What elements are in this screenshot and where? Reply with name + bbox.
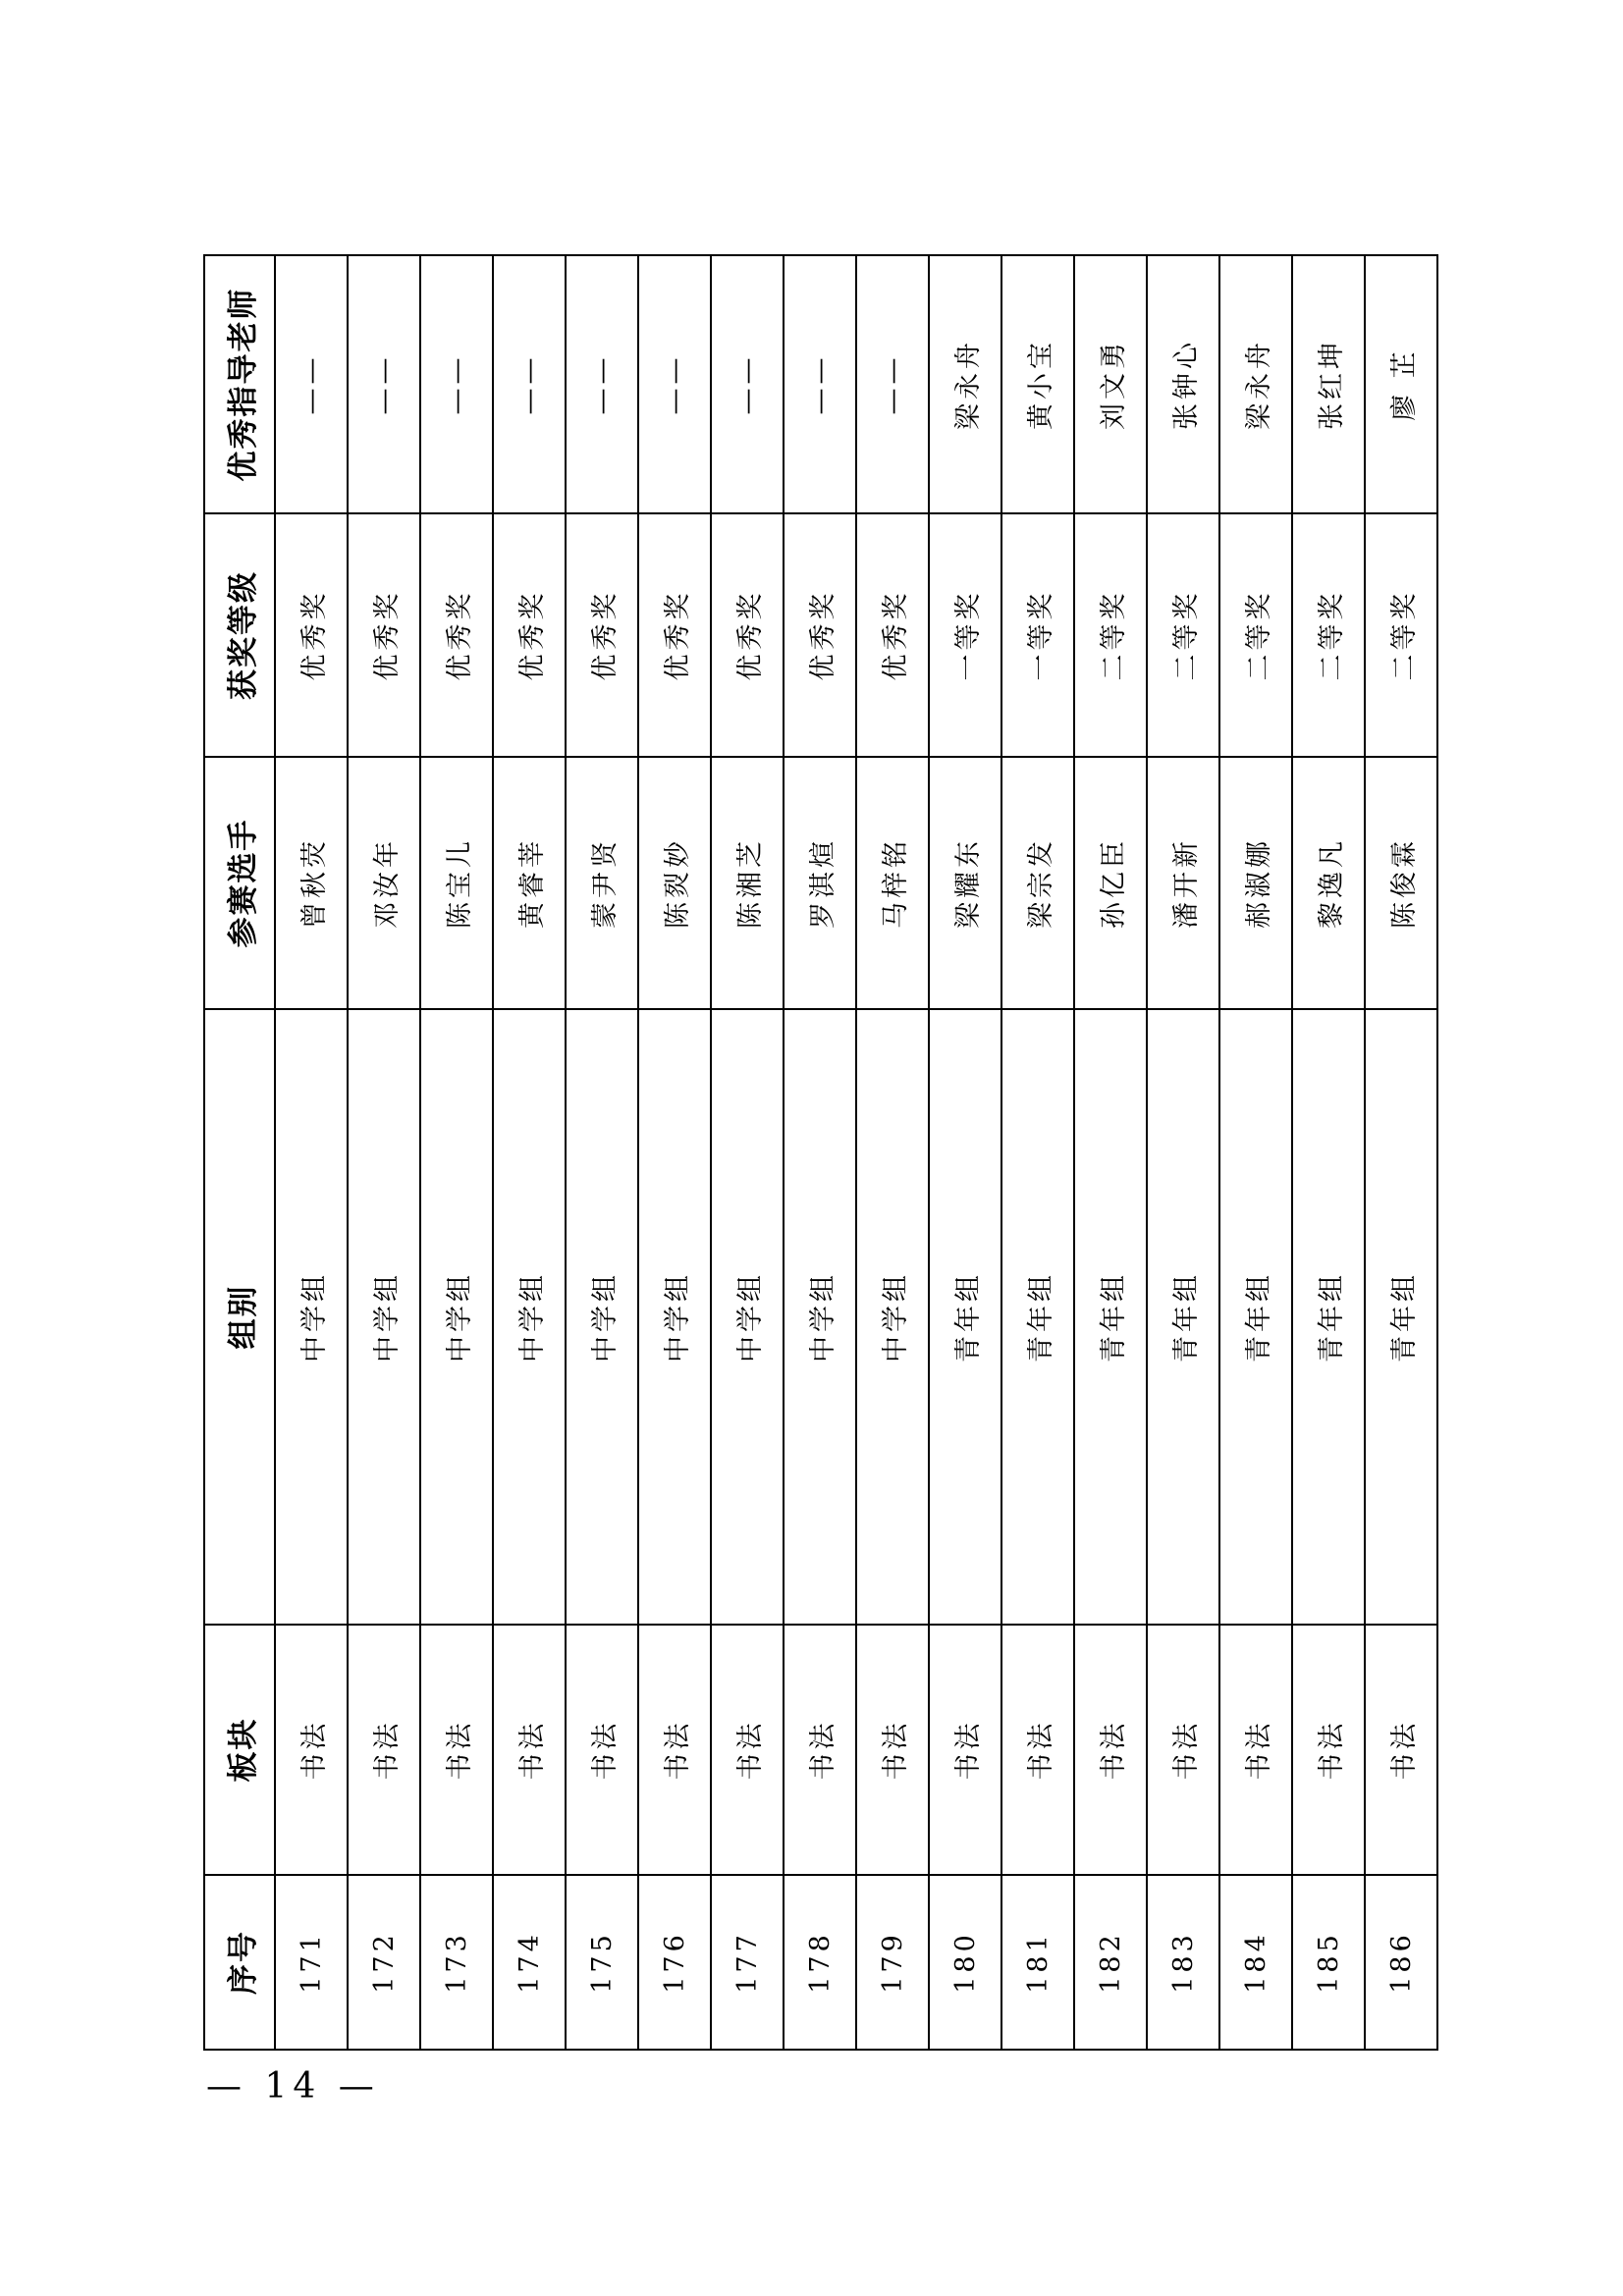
table-row bbox=[856, 255, 929, 2050]
cell-player: 马梓铭 bbox=[856, 757, 929, 1009]
cell-award: 二等奖 bbox=[1147, 513, 1219, 757]
cell-teacher: 刘文勇 bbox=[1074, 255, 1147, 513]
cell-teacher: —— bbox=[348, 255, 420, 513]
cell-no: 182 bbox=[1074, 1875, 1147, 2050]
cell-no: 179 bbox=[856, 1875, 929, 2050]
cell-no: 173 bbox=[420, 1875, 493, 2050]
cell-section: 书法 bbox=[929, 1625, 1001, 1875]
cell-group: 中学组 bbox=[784, 1009, 856, 1625]
cell-player: 陈俊霖 bbox=[1365, 757, 1437, 1009]
cell-teacher: 张钟心 bbox=[1147, 255, 1219, 513]
cell-award: 优秀奖 bbox=[420, 513, 493, 757]
cell-section: 书法 bbox=[566, 1625, 638, 1875]
cell-section: 书法 bbox=[1001, 1625, 1074, 1875]
cell-group: 青年组 bbox=[1292, 1009, 1365, 1625]
table-row bbox=[1292, 255, 1365, 2050]
cell-section: 书法 bbox=[784, 1625, 856, 1875]
table-row bbox=[1365, 255, 1437, 2050]
cell-player: 梁耀东 bbox=[929, 757, 1001, 1009]
cell-no: 181 bbox=[1001, 1875, 1074, 2050]
cell-group: 中学组 bbox=[348, 1009, 420, 1625]
header-section: 板块 bbox=[204, 1625, 275, 1875]
cell-no: 184 bbox=[1219, 1875, 1292, 2050]
cell-section: 书法 bbox=[1074, 1625, 1147, 1875]
cell-teacher: —— bbox=[784, 255, 856, 513]
cell-award: 优秀奖 bbox=[638, 513, 711, 757]
table-row bbox=[784, 255, 856, 2050]
cell-no: 175 bbox=[566, 1875, 638, 2050]
cell-teacher: —— bbox=[493, 255, 566, 513]
cell-group: 青年组 bbox=[1074, 1009, 1147, 1625]
cell-award: 优秀奖 bbox=[348, 513, 420, 757]
cell-teacher: 梁永舟 bbox=[929, 255, 1001, 513]
cell-group: 青年组 bbox=[1365, 1009, 1437, 1625]
cell-section: 书法 bbox=[856, 1625, 929, 1875]
cell-group: 中学组 bbox=[566, 1009, 638, 1625]
cell-group: 中学组 bbox=[856, 1009, 929, 1625]
table-row bbox=[275, 255, 348, 2050]
cell-player: 黎逸凡 bbox=[1292, 757, 1365, 1009]
cell-section: 书法 bbox=[348, 1625, 420, 1875]
cell-player: 陈湘芝 bbox=[711, 757, 784, 1009]
cell-no: 178 bbox=[784, 1875, 856, 2050]
header-award: 获奖等级 bbox=[204, 513, 275, 757]
table-row bbox=[420, 255, 493, 2050]
cell-award: 一等奖 bbox=[1001, 513, 1074, 757]
cell-no: 185 bbox=[1292, 1875, 1365, 2050]
table-header-row bbox=[204, 255, 275, 2050]
cell-teacher: —— bbox=[275, 255, 348, 513]
cell-section: 书法 bbox=[275, 1625, 348, 1875]
cell-award: 优秀奖 bbox=[784, 513, 856, 757]
cell-player: 蒙尹贤 bbox=[566, 757, 638, 1009]
cell-group: 青年组 bbox=[1219, 1009, 1292, 1625]
rotated-table-container bbox=[203, 256, 1431, 2051]
cell-teacher: —— bbox=[856, 255, 929, 513]
cell-section: 书法 bbox=[1292, 1625, 1365, 1875]
table-row bbox=[929, 255, 1001, 2050]
cell-section: 书法 bbox=[1147, 1625, 1219, 1875]
cell-teacher: —— bbox=[566, 255, 638, 513]
cell-teacher: 张红坤 bbox=[1292, 255, 1365, 513]
header-no: 序号 bbox=[204, 1875, 275, 2050]
cell-award: 二等奖 bbox=[1292, 513, 1365, 757]
cell-no: 180 bbox=[929, 1875, 1001, 2050]
cell-no: 183 bbox=[1147, 1875, 1219, 2050]
cell-section: 书法 bbox=[420, 1625, 493, 1875]
table-body bbox=[275, 255, 1437, 2050]
cell-teacher: —— bbox=[420, 255, 493, 513]
cell-group: 中学组 bbox=[493, 1009, 566, 1625]
cell-no: 174 bbox=[493, 1875, 566, 2050]
cell-section: 书法 bbox=[711, 1625, 784, 1875]
cell-teacher: —— bbox=[638, 255, 711, 513]
table-row bbox=[493, 255, 566, 2050]
table-row bbox=[638, 255, 711, 2050]
cell-section: 书法 bbox=[493, 1625, 566, 1875]
cell-player: 邓汝年 bbox=[348, 757, 420, 1009]
cell-award: 二等奖 bbox=[1365, 513, 1437, 757]
cell-no: 176 bbox=[638, 1875, 711, 2050]
cell-group: 青年组 bbox=[1001, 1009, 1074, 1625]
cell-no: 177 bbox=[711, 1875, 784, 2050]
cell-player: 陈烮妙 bbox=[638, 757, 711, 1009]
cell-award: 二等奖 bbox=[1219, 513, 1292, 757]
cell-no: 172 bbox=[348, 1875, 420, 2050]
cell-no: 171 bbox=[275, 1875, 348, 2050]
awards-table-frame bbox=[203, 256, 1431, 2051]
cell-award: 优秀奖 bbox=[275, 513, 348, 757]
table-row bbox=[566, 255, 638, 2050]
cell-group: 中学组 bbox=[275, 1009, 348, 1625]
cell-no: 186 bbox=[1365, 1875, 1437, 2050]
cell-award: 二等奖 bbox=[1074, 513, 1147, 757]
table-row bbox=[1074, 255, 1147, 2050]
cell-section: 书法 bbox=[638, 1625, 711, 1875]
cell-award: 优秀奖 bbox=[711, 513, 784, 757]
cell-player: 罗淇煊 bbox=[784, 757, 856, 1009]
table-row bbox=[1219, 255, 1292, 2050]
table-row bbox=[1147, 255, 1219, 2050]
page-number: — 14 — bbox=[206, 2066, 380, 2107]
cell-section: 书法 bbox=[1219, 1625, 1292, 1875]
awards-table bbox=[203, 254, 1438, 2051]
cell-player: 黄睿莘 bbox=[493, 757, 566, 1009]
cell-group: 中学组 bbox=[638, 1009, 711, 1625]
cell-section: 书法 bbox=[1365, 1625, 1437, 1875]
cell-award: 优秀奖 bbox=[856, 513, 929, 757]
header-player: 参赛选手 bbox=[204, 757, 275, 1009]
header-teacher: 优秀指导老师 bbox=[204, 255, 275, 513]
header-group: 组别 bbox=[204, 1009, 275, 1625]
cell-group: 青年组 bbox=[929, 1009, 1001, 1625]
table-row bbox=[711, 255, 784, 2050]
cell-player: 郝淑娜 bbox=[1219, 757, 1292, 1009]
cell-player: 陈宝儿 bbox=[420, 757, 493, 1009]
cell-player: 孙亿臣 bbox=[1074, 757, 1147, 1009]
table-row bbox=[1001, 255, 1074, 2050]
cell-award: 一等奖 bbox=[929, 513, 1001, 757]
cell-group: 青年组 bbox=[1147, 1009, 1219, 1625]
cell-teacher: 黄小宝 bbox=[1001, 255, 1074, 513]
cell-award: 优秀奖 bbox=[493, 513, 566, 757]
cell-teacher: 廖 芷 bbox=[1365, 255, 1437, 513]
cell-player: 曾秋荧 bbox=[275, 757, 348, 1009]
cell-player: 梁宗发 bbox=[1001, 757, 1074, 1009]
cell-group: 中学组 bbox=[420, 1009, 493, 1625]
table-row bbox=[348, 255, 420, 2050]
cell-teacher: 梁永舟 bbox=[1219, 255, 1292, 513]
cell-player: 潘开新 bbox=[1147, 757, 1219, 1009]
cell-group: 中学组 bbox=[711, 1009, 784, 1625]
cell-teacher: —— bbox=[711, 255, 784, 513]
cell-award: 优秀奖 bbox=[566, 513, 638, 757]
